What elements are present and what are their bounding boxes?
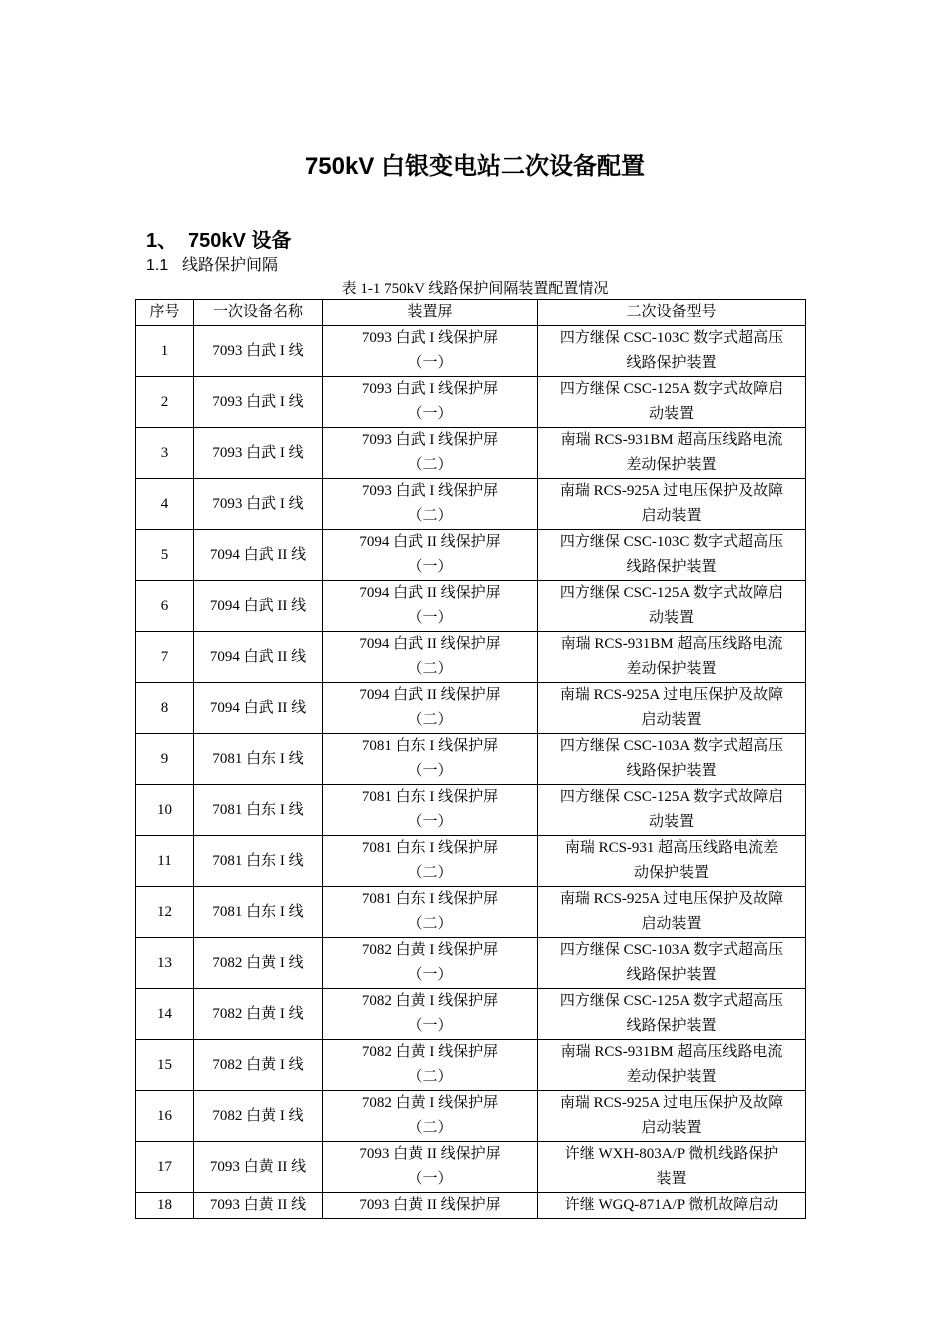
cell-model: [538, 1142, 806, 1193]
cell-model-line: 南瑞 RCS-931 超高压线路电流差: [564, 840, 779, 856]
cell-model: [538, 1091, 806, 1142]
cell-panel-line: 7094 白武 II 线保护屏: [359, 687, 501, 703]
cell-model: [538, 428, 806, 479]
cell-model: [538, 734, 806, 785]
cell-panel-line: 7082 白黄 I 线保护屏: [361, 1095, 499, 1111]
cell-panel: [323, 377, 538, 428]
cell-panel: [323, 683, 538, 734]
table-row: [136, 1040, 806, 1091]
subsection-title: 线路保护间隔: [182, 257, 279, 274]
cell-equipment: 7082 白黄 I 线: [194, 989, 323, 1040]
cell-no: 18: [136, 1193, 194, 1219]
table-row: [136, 887, 806, 938]
cell-model: [538, 326, 806, 377]
cell-panel: [323, 1040, 538, 1091]
cell-model-line: 差动保护装置: [626, 1069, 717, 1085]
table-row: [136, 632, 806, 683]
cell-model: [538, 1193, 806, 1219]
cell-model-line: 启动装置: [641, 712, 702, 728]
header-model: 二次设备型号: [538, 300, 806, 326]
cell-panel-line: 7093 白武 I 线保护屏: [361, 381, 499, 397]
table-row: [136, 989, 806, 1040]
cell-panel-line: 7082 白黄 I 线保护屏: [361, 993, 499, 1009]
cell-panel-line: 7081 白东 I 线保护屏: [361, 738, 499, 754]
cell-panel-line: 7093 白武 I 线保护屏: [361, 483, 499, 499]
cell-panel-line: 7094 白武 II 线保护屏: [359, 585, 501, 601]
table-row: [136, 326, 806, 377]
cell-panel: [323, 428, 538, 479]
cell-panel-line: 7082 白黄 I 线保护屏: [361, 1044, 499, 1060]
cell-model-line: 线路保护装置: [626, 355, 717, 371]
cell-no: 11: [136, 836, 194, 887]
cell-model-line: 动装置: [648, 814, 694, 830]
cell-model-line: 启动装置: [641, 916, 702, 932]
table-header-row: [136, 300, 806, 326]
cell-model-line: 线路保护装置: [626, 967, 717, 983]
cell-model-line: 南瑞 RCS-931BM 超高压线路电流: [560, 636, 783, 652]
table-row: [136, 1091, 806, 1142]
table-row: [136, 377, 806, 428]
cell-panel-line: （二）: [407, 916, 453, 932]
cell-no: 2: [136, 377, 194, 428]
cell-panel-line: （一）: [407, 1018, 453, 1034]
table-row: [136, 683, 806, 734]
cell-equipment: 7093 白武 I 线: [194, 479, 323, 530]
cell-model-line: 动保护装置: [633, 865, 709, 881]
cell-model: [538, 785, 806, 836]
cell-panel: [323, 785, 538, 836]
cell-no: 13: [136, 938, 194, 989]
cell-model-line: 许继 WGQ-871A/P 微机故障启动: [564, 1197, 779, 1213]
header-equipment: 一次设备名称: [194, 300, 323, 326]
cell-model-line: 南瑞 RCS-925A 过电压保护及故障: [559, 1095, 784, 1111]
cell-model-line: 线路保护装置: [626, 763, 717, 779]
cell-panel: [323, 1142, 538, 1193]
cell-panel-line: 7093 白黄 II 线保护屏: [359, 1146, 501, 1162]
cell-model-line: 南瑞 RCS-925A 过电压保护及故障: [559, 891, 784, 907]
cell-panel-line: （一）: [407, 1171, 453, 1187]
cell-model-line: 线路保护装置: [626, 559, 717, 575]
cell-panel: [323, 734, 538, 785]
cell-model-line: 四方继保 CSC-103C 数字式超高压: [559, 534, 784, 550]
cell-panel: [323, 1193, 538, 1219]
cell-no: 4: [136, 479, 194, 530]
section-heading: [146, 224, 291, 253]
cell-panel-line: （一）: [407, 406, 453, 422]
table-row: [136, 1193, 806, 1219]
cell-model-line: 南瑞 RCS-925A 过电压保护及故障: [559, 483, 784, 499]
cell-no: 16: [136, 1091, 194, 1142]
cell-panel: [323, 836, 538, 887]
cell-panel-line: 7093 白黄 II 线保护屏: [359, 1197, 501, 1213]
cell-equipment: 7081 白东 I 线: [194, 785, 323, 836]
cell-model: [538, 377, 806, 428]
header-panel: 装置屏: [323, 300, 538, 326]
cell-model-line: 四方继保 CSC-125A 数字式故障启: [559, 585, 784, 601]
cell-model-line: 差动保护装置: [626, 661, 717, 677]
cell-model: [538, 581, 806, 632]
cell-model: [538, 1040, 806, 1091]
cell-model-line: 四方继保 CSC-125A 数字式超高压: [559, 993, 784, 1009]
cell-model-line: 四方继保 CSC-103C 数字式超高压: [559, 330, 784, 346]
cell-model: [538, 938, 806, 989]
cell-no: 14: [136, 989, 194, 1040]
cell-model: [538, 887, 806, 938]
table-row: [136, 836, 806, 887]
table-row: [136, 938, 806, 989]
cell-panel: [323, 938, 538, 989]
cell-panel-line: （二）: [407, 1069, 453, 1085]
table-row: [136, 428, 806, 479]
cell-equipment: 7094 白武 II 线: [194, 581, 323, 632]
cell-panel: [323, 326, 538, 377]
table-row: [136, 530, 806, 581]
table-caption: 表 1-1 750kV 线路保护间隔装置配置情况: [341, 281, 609, 297]
cell-model-line: 许继 WXH-803A/P 微机线路保护: [564, 1146, 779, 1162]
cell-panel-line: （一）: [407, 610, 453, 626]
cell-model: [538, 683, 806, 734]
cell-equipment: 7093 白黄 II 线: [194, 1193, 323, 1219]
cell-panel-line: 7094 白武 II 线保护屏: [359, 636, 501, 652]
cell-model: [538, 530, 806, 581]
table-row: [136, 785, 806, 836]
section-number: 1、: [146, 230, 178, 252]
cell-panel-line: 7081 白东 I 线保护屏: [361, 789, 499, 805]
cell-panel: [323, 1091, 538, 1142]
cell-no: 1: [136, 326, 194, 377]
cell-equipment: 7082 白黄 I 线: [194, 1040, 323, 1091]
cell-panel: [323, 887, 538, 938]
cell-no: 15: [136, 1040, 194, 1091]
cell-no: 10: [136, 785, 194, 836]
cell-panel-line: （二）: [407, 661, 453, 677]
cell-panel-line: （一）: [407, 559, 453, 575]
cell-panel-line: （一）: [407, 763, 453, 779]
cell-panel: [323, 581, 538, 632]
cell-panel-line: 7094 白武 II 线保护屏: [359, 534, 501, 550]
cell-no: 3: [136, 428, 194, 479]
cell-model-line: 差动保护装置: [626, 457, 717, 473]
subsection-number: 1.1: [146, 257, 169, 274]
cell-model-line: 四方继保 CSC-125A 数字式故障启: [559, 381, 784, 397]
device-config-table: [135, 299, 806, 1219]
cell-model-line: 动装置: [648, 610, 694, 626]
cell-model: [538, 836, 806, 887]
table-row: [136, 479, 806, 530]
cell-equipment: 7082 白黄 I 线: [194, 938, 323, 989]
section-title: 750kV 设备: [188, 230, 292, 252]
table-row: [136, 1142, 806, 1193]
cell-no: 12: [136, 887, 194, 938]
cell-no: 7: [136, 632, 194, 683]
cell-panel-line: （二）: [407, 508, 453, 524]
cell-model-line: 南瑞 RCS-931BM 超高压线路电流: [560, 1044, 783, 1060]
cell-panel-line: 7082 白黄 I 线保护屏: [361, 942, 499, 958]
cell-no: 17: [136, 1142, 194, 1193]
cell-panel-line: （二）: [407, 457, 453, 473]
cell-equipment: 7093 白黄 II 线: [194, 1142, 323, 1193]
cell-model: [538, 989, 806, 1040]
cell-equipment: 7094 白武 II 线: [194, 683, 323, 734]
cell-model-line: 南瑞 RCS-931BM 超高压线路电流: [560, 432, 783, 448]
cell-no: 8: [136, 683, 194, 734]
cell-panel-line: 7093 白武 I 线保护屏: [361, 330, 499, 346]
cell-equipment: 7094 白武 II 线: [194, 530, 323, 581]
cell-equipment: 7081 白东 I 线: [194, 734, 323, 785]
cell-panel-line: （二）: [407, 1120, 453, 1136]
cell-panel-line: （一）: [407, 355, 453, 371]
cell-panel-line: （一）: [407, 967, 453, 983]
table-row: [136, 734, 806, 785]
header-no: 序号: [136, 300, 194, 326]
cell-panel-line: 7081 白东 I 线保护屏: [361, 840, 499, 856]
cell-model-line: 动装置: [648, 406, 694, 422]
cell-model-line: 启动装置: [641, 508, 702, 524]
cell-model: [538, 632, 806, 683]
document-title: 750kV 白银变电站二次设备配置: [304, 153, 646, 180]
cell-model-line: 启动装置: [641, 1120, 702, 1136]
cell-equipment: 7082 白黄 I 线: [194, 1091, 323, 1142]
cell-equipment: 7081 白东 I 线: [194, 887, 323, 938]
cell-model-line: 四方继保 CSC-125A 数字式故障启: [559, 789, 784, 805]
table-row: [136, 581, 806, 632]
cell-panel: [323, 530, 538, 581]
cell-panel-line: 7081 白东 I 线保护屏: [361, 891, 499, 907]
subsection-heading: [146, 252, 278, 275]
cell-panel-line: （一）: [407, 814, 453, 830]
cell-model-line: 南瑞 RCS-925A 过电压保护及故障: [559, 687, 784, 703]
cell-equipment: 7093 白武 I 线: [194, 377, 323, 428]
cell-panel-line: （二）: [407, 712, 453, 728]
cell-equipment: 7081 白东 I 线: [194, 836, 323, 887]
cell-model: [538, 479, 806, 530]
cell-model-line: 线路保护装置: [626, 1018, 717, 1034]
cell-model-line: 四方继保 CSC-103A 数字式超高压: [559, 738, 784, 754]
cell-no: 5: [136, 530, 194, 581]
cell-panel-line: 7093 白武 I 线保护屏: [361, 432, 499, 448]
cell-no: 6: [136, 581, 194, 632]
cell-equipment: 7093 白武 I 线: [194, 428, 323, 479]
cell-model-line: 四方继保 CSC-103A 数字式超高压: [559, 942, 784, 958]
cell-panel-line: （二）: [407, 865, 453, 881]
cell-equipment: 7093 白武 I 线: [194, 326, 323, 377]
cell-panel: [323, 632, 538, 683]
cell-equipment: 7094 白武 II 线: [194, 632, 323, 683]
cell-panel: [323, 989, 538, 1040]
cell-no: 9: [136, 734, 194, 785]
cell-panel: [323, 479, 538, 530]
cell-model-line: 装置: [656, 1171, 687, 1187]
